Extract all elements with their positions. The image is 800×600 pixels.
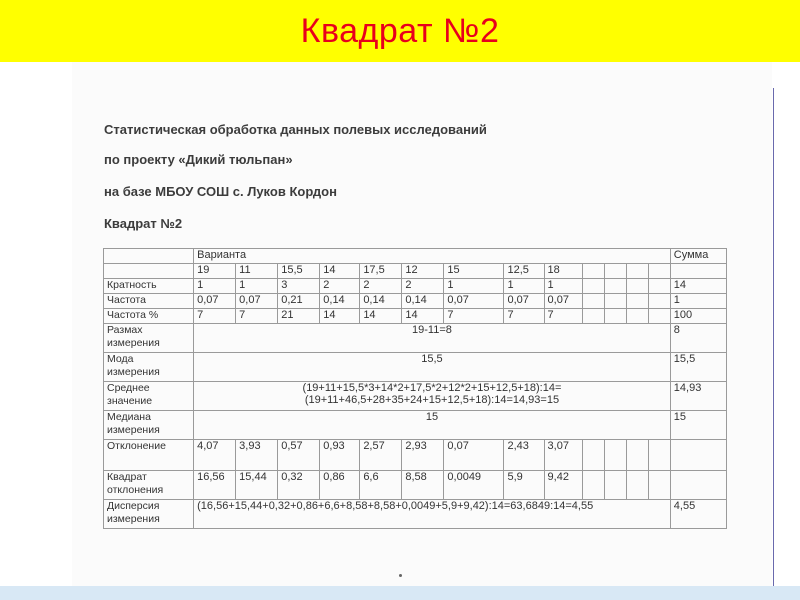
value-cell: 7 xyxy=(236,309,278,324)
variant-cell: 17,5 xyxy=(360,264,402,279)
row-label-line-1: Размах xyxy=(107,324,143,336)
row-label-line-1: Дисперсия xyxy=(107,500,160,512)
sum-cell xyxy=(670,440,726,471)
variant-cell: 15 xyxy=(444,264,504,279)
variant-cell: 12 xyxy=(402,264,444,279)
table-cell xyxy=(104,249,194,264)
value-cell xyxy=(648,294,670,309)
value-cell xyxy=(582,440,604,471)
variant-cell xyxy=(648,264,670,279)
value-cell xyxy=(582,309,604,324)
formula-cell: 15,5 xyxy=(194,353,671,382)
value-cell: 7 xyxy=(544,309,582,324)
value-cell: 21 xyxy=(278,309,320,324)
row-label: Частота xyxy=(104,294,194,309)
row-label-line-2: отклонения xyxy=(107,484,164,496)
value-cell xyxy=(604,279,626,294)
value-cell: 9,42 xyxy=(544,471,582,500)
value-cell: 2 xyxy=(360,279,402,294)
row-label-line-2: измерения xyxy=(107,366,160,378)
sum-cell: 1 xyxy=(670,294,726,309)
value-cell xyxy=(626,309,648,324)
value-cell: 0,07 xyxy=(504,294,544,309)
sum-cell: 15,5 xyxy=(670,353,726,382)
row-label xyxy=(104,411,194,440)
value-cell: 3,07 xyxy=(544,440,582,471)
otklonenie-row xyxy=(104,440,727,471)
slide-title: Квадрат №2 xyxy=(300,11,500,50)
variant-cell: 18 xyxy=(544,264,582,279)
formula-cell: 15 xyxy=(194,411,671,440)
sum-cell xyxy=(670,471,726,500)
value-cell xyxy=(648,309,670,324)
chastota-row xyxy=(104,294,727,309)
sum-cell: 100 xyxy=(670,309,726,324)
value-cell: 0,57 xyxy=(278,440,320,471)
value-cell: 0,21 xyxy=(278,294,320,309)
sum-cell: 14 xyxy=(670,279,726,294)
value-cell: 8,58 xyxy=(402,471,444,500)
row-label-line-1: Медиана xyxy=(107,411,151,423)
row-label-line-2: измерения xyxy=(107,337,160,349)
value-cell: 0,07 xyxy=(444,440,504,471)
sum-cell: 4,55 xyxy=(670,500,726,529)
value-cell: 0,14 xyxy=(402,294,444,309)
doc-heading-1: Статистическая обработка данных полевых исследований xyxy=(104,122,487,137)
doc-heading-2: по проекту «Дикий тюльпан» xyxy=(104,152,293,167)
formula-cell xyxy=(194,382,671,411)
doc-heading-3: на базе МБОУ СОШ с. Луков Кордон xyxy=(104,184,337,199)
value-cell: 1 xyxy=(444,279,504,294)
row-label xyxy=(104,471,194,500)
value-cell: 14 xyxy=(320,309,360,324)
value-cell xyxy=(582,294,604,309)
value-cell: 1 xyxy=(194,279,236,294)
variant-cell: 12,5 xyxy=(504,264,544,279)
variant-cell: 19 xyxy=(194,264,236,279)
value-cell xyxy=(626,440,648,471)
row-label-line-1: Квадрат xyxy=(107,471,147,483)
value-cell: 16,56 xyxy=(194,471,236,500)
value-cell: 14 xyxy=(402,309,444,324)
table-header-row xyxy=(104,249,727,264)
value-cell: 0,07 xyxy=(194,294,236,309)
row-label-line-1: Среднее xyxy=(107,382,150,394)
value-cell: 0,32 xyxy=(278,471,320,500)
value-cell: 2,57 xyxy=(360,440,402,471)
value-cell: 14 xyxy=(360,309,402,324)
row-label xyxy=(104,382,194,411)
value-cell: 0,86 xyxy=(320,471,360,500)
row-label: Частота % xyxy=(104,309,194,324)
value-cell xyxy=(604,471,626,500)
formula-cell: (16,56+15,44+0,32+0,86+6,6+8,58+8,58+0,0049+5,9+9,42):14=63,6849:14=4,55 xyxy=(194,500,671,529)
variant-cell: 15,5 xyxy=(278,264,320,279)
value-cell: 0,0049 xyxy=(444,471,504,500)
value-cell: 7 xyxy=(504,309,544,324)
value-cell: 2,93 xyxy=(402,440,444,471)
sum-cell: 8 xyxy=(670,324,726,353)
value-cell xyxy=(626,471,648,500)
variant-cell: 14 xyxy=(320,264,360,279)
value-cell: 6,6 xyxy=(360,471,402,500)
formula-line-1: (19+11+15,5*3+14*2+17,5*2+12*2+15+12,5+18):14= xyxy=(302,382,562,394)
value-cell xyxy=(648,440,670,471)
value-cell xyxy=(626,294,648,309)
value-cell: 2 xyxy=(320,279,360,294)
variant-cell xyxy=(626,264,648,279)
value-cell: 7 xyxy=(444,309,504,324)
formula-cell: 19-11=8 xyxy=(194,324,671,353)
value-cell: 0,93 xyxy=(320,440,360,471)
dispersiya-row xyxy=(104,500,727,529)
variant-cell: 11 xyxy=(236,264,278,279)
value-cell: 2 xyxy=(402,279,444,294)
value-cell: 1 xyxy=(504,279,544,294)
title-banner xyxy=(0,0,800,62)
variant-row xyxy=(104,264,727,279)
table-cell xyxy=(670,264,726,279)
row-label-line-1: Мода xyxy=(107,353,134,365)
formula-line-2: (19+11+46,5+28+35+24+15+12,5+18):14=14,93=15 xyxy=(304,394,560,406)
sum-cell: 14,93 xyxy=(670,382,726,411)
row-label-line-2: значение xyxy=(107,395,153,407)
value-cell: 0,07 xyxy=(544,294,582,309)
sum-cell: 15 xyxy=(670,411,726,440)
mediana-row xyxy=(104,411,727,440)
row-label: Отклонение xyxy=(104,440,194,471)
bottom-band xyxy=(0,586,800,600)
moda-row xyxy=(104,353,727,382)
variant-cell xyxy=(604,264,626,279)
row-label xyxy=(104,500,194,529)
value-cell: 7 xyxy=(194,309,236,324)
value-cell xyxy=(604,309,626,324)
value-cell xyxy=(604,294,626,309)
value-cell: 3 xyxy=(278,279,320,294)
row-label-line-2: измерения xyxy=(107,513,160,525)
value-cell: 0,07 xyxy=(236,294,278,309)
value-cell: 1 xyxy=(544,279,582,294)
value-cell: 0,14 xyxy=(320,294,360,309)
row-label xyxy=(104,324,194,353)
value-cell xyxy=(648,471,670,500)
value-cell: 4,07 xyxy=(194,440,236,471)
value-cell: 1 xyxy=(236,279,278,294)
razmakh-row xyxy=(104,324,727,353)
value-cell xyxy=(604,440,626,471)
sum-header: Сумма xyxy=(670,249,726,264)
value-cell xyxy=(648,279,670,294)
chastota-pct-row xyxy=(104,309,727,324)
variant-cell xyxy=(582,264,604,279)
doc-heading-4: Квадрат №2 xyxy=(104,216,183,231)
row-label xyxy=(104,353,194,382)
speck xyxy=(399,574,402,577)
value-cell: 0,14 xyxy=(360,294,402,309)
value-cell: 2,43 xyxy=(504,440,544,471)
value-cell: 5,9 xyxy=(504,471,544,500)
value-cell xyxy=(626,279,648,294)
row-label-line-2: измерения xyxy=(107,424,160,436)
variant-header: Варианта xyxy=(194,249,671,264)
kvadrat-row xyxy=(104,471,727,500)
page-edge-line xyxy=(773,88,774,588)
srednee-row xyxy=(104,382,727,411)
value-cell xyxy=(582,279,604,294)
table-cell xyxy=(104,264,194,279)
value-cell: 15,44 xyxy=(236,471,278,500)
value-cell: 3,93 xyxy=(236,440,278,471)
value-cell xyxy=(582,471,604,500)
row-label: Кратность xyxy=(104,279,194,294)
value-cell: 0,07 xyxy=(444,294,504,309)
kratnost-row xyxy=(104,279,727,294)
statistics-table xyxy=(103,248,727,529)
